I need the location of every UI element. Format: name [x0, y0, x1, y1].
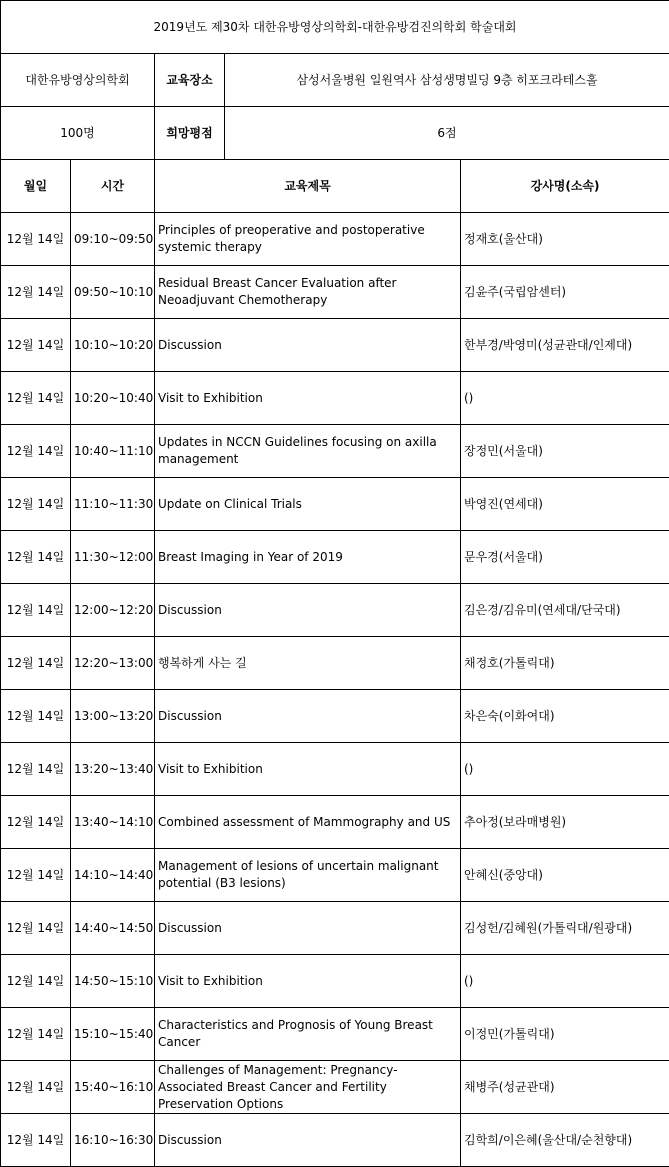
- session-topic: Principles of preoperative and postoperative systemic therapy: [155, 213, 461, 266]
- table-row: [1, 372, 669, 425]
- table-row: [1, 319, 669, 372]
- session-speaker: 김은경/김유미(연세대/단국대): [461, 584, 669, 637]
- session-speaker: 김학희/이은혜(울산대/순천향대): [461, 1114, 669, 1167]
- session-topic: Management of lesions of uncertain malignant potential (B3 lesions): [155, 849, 461, 902]
- session-time: 10:40~11:10: [71, 425, 155, 478]
- session-speaker: (): [461, 372, 669, 425]
- session-topic: Residual Breast Cancer Evaluation after Neoadjuvant Chemotherapy: [155, 266, 461, 319]
- session-date: 12월 14일: [1, 319, 71, 372]
- session-speaker: 박영진(연세대): [461, 478, 669, 531]
- header-topic: 교육제목: [155, 160, 461, 213]
- session-topic: Combined assessment of Mammography and US: [155, 796, 461, 849]
- session-time: 16:10~16:30: [71, 1114, 155, 1167]
- session-date: 12월 14일: [1, 266, 71, 319]
- session-date: 12월 14일: [1, 955, 71, 1008]
- session-time: 12:00~12:20: [71, 584, 155, 637]
- session-topic: Challenges of Management: Pregnancy-Associated Breast Cancer and Fertility Preservation Options: [155, 1061, 461, 1114]
- capacity-value: 100명: [1, 107, 155, 160]
- session-topic: Discussion: [155, 690, 461, 743]
- table-row: [1, 690, 669, 743]
- venue-value: 삼성서울병원 일원역사 삼성생명빌딩 9층 히포크라테스홀: [225, 54, 669, 107]
- session-topic: Visit to Exhibition: [155, 372, 461, 425]
- session-time: 12:20~13:00: [71, 637, 155, 690]
- session-speaker: 정재호(울산대): [461, 213, 669, 266]
- session-topic: Breast Imaging in Year of 2019: [155, 531, 461, 584]
- table-row: [1, 584, 669, 637]
- session-speaker: 채정호(가톨릭대): [461, 637, 669, 690]
- table-row: [1, 1061, 669, 1114]
- session-time: 13:00~13:20: [71, 690, 155, 743]
- session-speaker: 김윤주(국립암센터): [461, 266, 669, 319]
- organization-cell: 대한유방영상의학회: [1, 54, 155, 107]
- score-value: 6점: [225, 107, 669, 160]
- table-row: [1, 743, 669, 796]
- session-date: 12월 14일: [1, 372, 71, 425]
- session-speaker: 한부경/박영미(성균관대/인제대): [461, 319, 669, 372]
- session-time: 11:30~12:00: [71, 531, 155, 584]
- session-speaker: (): [461, 743, 669, 796]
- session-date: 12월 14일: [1, 743, 71, 796]
- session-speaker: 이정민(가톨릭대): [461, 1008, 669, 1061]
- capacity-row: [1, 107, 669, 160]
- session-date: 12월 14일: [1, 690, 71, 743]
- session-time: 14:40~14:50: [71, 902, 155, 955]
- table-row: [1, 955, 669, 1008]
- session-speaker: 추아정(보라매병원): [461, 796, 669, 849]
- session-topic: Discussion: [155, 319, 461, 372]
- session-date: 12월 14일: [1, 902, 71, 955]
- session-topic: Discussion: [155, 902, 461, 955]
- session-time: 15:40~16:10: [71, 1061, 155, 1114]
- header-time: 시간: [71, 160, 155, 213]
- table-row: [1, 796, 669, 849]
- session-topic: Visit to Exhibition: [155, 743, 461, 796]
- session-speaker: 차은숙(이화여대): [461, 690, 669, 743]
- session-date: 12월 14일: [1, 213, 71, 266]
- session-date: 12월 14일: [1, 425, 71, 478]
- table-row: [1, 902, 669, 955]
- page-title: 2019년도 제30차 대한유방영상의학회-대한유방검진의학회 학술대회: [1, 1, 669, 54]
- session-time: 09:10~09:50: [71, 213, 155, 266]
- session-date: 12월 14일: [1, 796, 71, 849]
- session-date: 12월 14일: [1, 637, 71, 690]
- table-row: [1, 478, 669, 531]
- session-speaker: 안혜신(중앙대): [461, 849, 669, 902]
- session-topic: 행복하게 사는 길: [155, 637, 461, 690]
- session-topic: Discussion: [155, 584, 461, 637]
- header-speaker: 강사명(소속): [461, 160, 669, 213]
- session-time: 14:50~15:10: [71, 955, 155, 1008]
- session-speaker: 채병주(성균관대): [461, 1061, 669, 1114]
- session-date: 12월 14일: [1, 849, 71, 902]
- session-time: 14:10~14:40: [71, 849, 155, 902]
- session-topic: Visit to Exhibition: [155, 955, 461, 1008]
- venue-row: [1, 54, 669, 107]
- session-time: 10:10~10:20: [71, 319, 155, 372]
- session-topic: Discussion: [155, 1114, 461, 1167]
- session-time: 15:10~15:40: [71, 1008, 155, 1061]
- session-date: 12월 14일: [1, 478, 71, 531]
- session-date: 12월 14일: [1, 1061, 71, 1114]
- table-row: [1, 425, 669, 478]
- header-date: 월일: [1, 160, 71, 213]
- session-speaker: 문우경(서울대): [461, 531, 669, 584]
- table-row: [1, 266, 669, 319]
- title-row: [1, 1, 669, 54]
- session-topic: Update on Clinical Trials: [155, 478, 461, 531]
- venue-label: 교육장소: [155, 54, 225, 107]
- table-row: [1, 637, 669, 690]
- session-date: 12월 14일: [1, 1008, 71, 1061]
- header-row: [1, 160, 669, 213]
- table-row: [1, 849, 669, 902]
- session-topic: Characteristics and Prognosis of Young Breast Cancer: [155, 1008, 461, 1061]
- session-date: 12월 14일: [1, 531, 71, 584]
- session-time: 10:20~10:40: [71, 372, 155, 425]
- table-row: [1, 1008, 669, 1061]
- session-date: 12월 14일: [1, 584, 71, 637]
- session-time: 13:20~13:40: [71, 743, 155, 796]
- session-speaker: 장정민(서울대): [461, 425, 669, 478]
- session-speaker: 김성헌/김혜원(가톨릭대/원광대): [461, 902, 669, 955]
- session-time: 13:40~14:10: [71, 796, 155, 849]
- session-date: 12월 14일: [1, 1114, 71, 1167]
- table-row: [1, 213, 669, 266]
- score-label: 희망평점: [155, 107, 225, 160]
- session-time: 09:50~10:10: [71, 266, 155, 319]
- session-topic: Updates in NCCN Guidelines focusing on axilla management: [155, 425, 461, 478]
- session-time: 11:10~11:30: [71, 478, 155, 531]
- table-row: [1, 531, 669, 584]
- session-speaker: (): [461, 955, 669, 1008]
- table-row: [1, 1114, 669, 1167]
